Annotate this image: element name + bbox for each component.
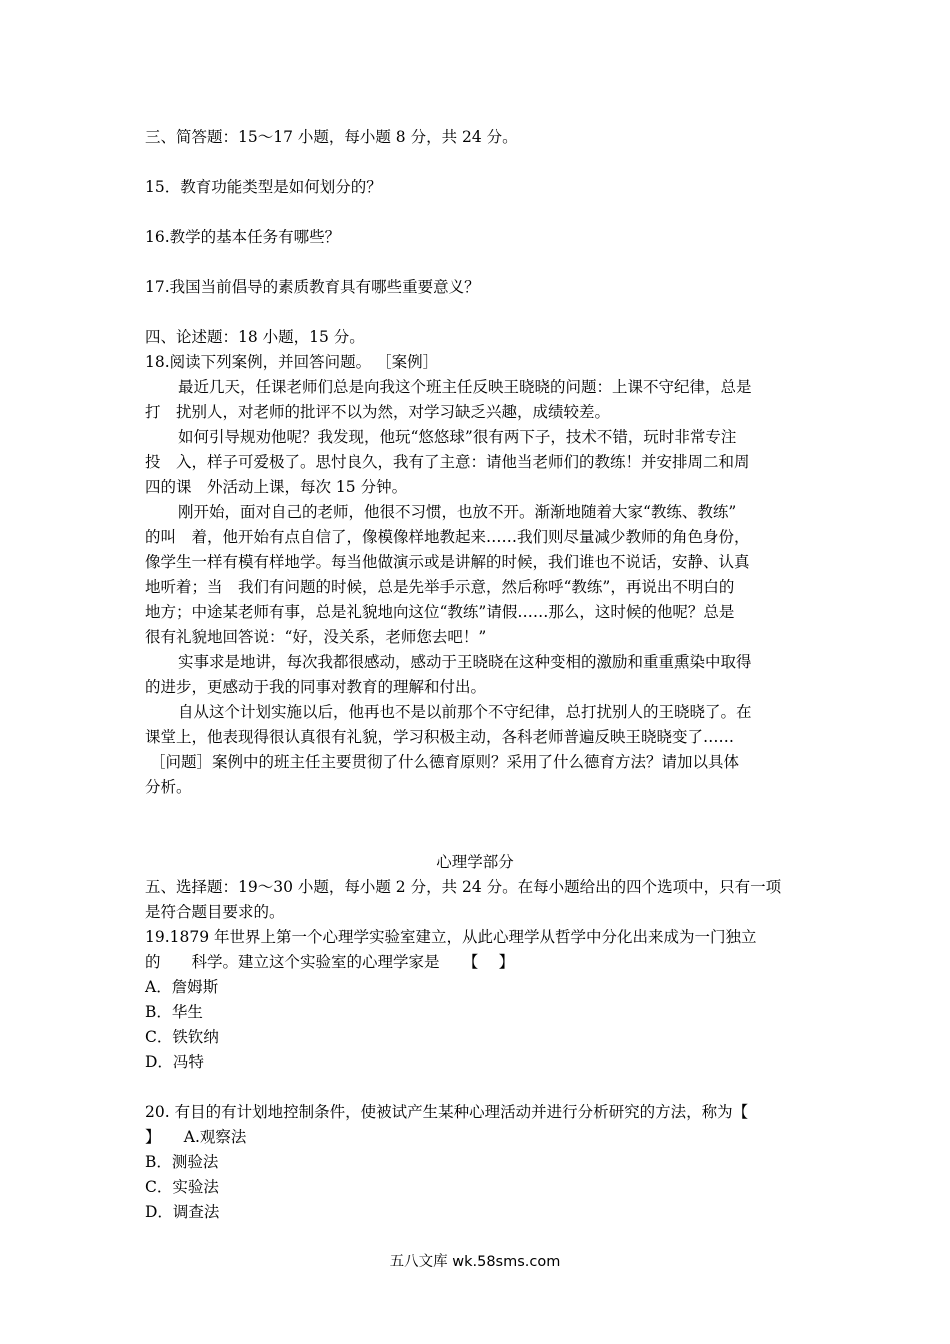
option-d: D．冯特 — [145, 1053, 204, 1071]
section5-heading: 五、选择题：19～30 小题，每小题 2 分，共 24 分。在每小题给出的四个选项中，只有一项 — [145, 878, 782, 896]
psychology-section-title: 心理学部分 — [436, 853, 514, 871]
question-20: 】 A.观察法 — [145, 1128, 247, 1146]
case-line: 自从这个计划实施以后，他再也不是以前那个不守纪律，总打扰别人的王晓晓了。在 — [178, 703, 752, 721]
case-line: 课堂上，他表现得很认真很有礼貌，学习积极主动，各科老师普遍反映王晓晓变了…… — [145, 728, 735, 746]
question-20: 20. 有目的有计划地控制条件，使被试产生某种心理活动并进行分析研究的方法，称为【 — [145, 1103, 749, 1121]
case-line: 实事求是地讲，每次我都很感动，感动于王晓晓在这种变相的激励和重重熏染中取得 — [178, 653, 752, 671]
question-16: 16.教学的基本任务有哪些？ — [145, 228, 341, 246]
footer-watermark: 五八文库 wk.58sms.com — [389, 1254, 561, 1270]
case-line: 地听着；当 我们有问题的时候，总是先举手示意，然后称呼“教练”，再说出不明白的 — [145, 578, 735, 596]
case-line: 四的课 外活动上课，每次 15 分钟。 — [145, 478, 408, 496]
case-line: 如何引导规劝他呢？我发现，他玩“悠悠球”很有两下子，技术不错，玩时非常专注 — [178, 428, 737, 446]
case-line: 最近几天，任课老师们总是向我这个班主任反映王晓晓的问题：上课不守纪律，总是 — [178, 378, 752, 396]
case-line: 投 入，样子可爱极了。思忖良久，我有了主意：请他当老师们的教练！并安排周二和周 — [145, 453, 750, 471]
question-18: 18.阅读下列案例，并回答问题。 ［案例］ — [145, 353, 439, 371]
option-c: C．实验法 — [145, 1178, 219, 1196]
question-18-prompt: ［问题］案例中的班主任主要贯彻了什么德育原则？采用了什么德育方法？请加以具体 — [150, 753, 740, 771]
case-line: 打 扰别人，对老师的批评不以为然，对学习缺乏兴趣，成绩较差。 — [145, 403, 611, 421]
case-line: 地方；中途某老师有事，总是礼貌地向这位“教练”请假……那么，这时候的他呢？总是 — [145, 603, 735, 621]
case-line: 很有礼貌地回答说：“好，没关系，老师您去吧！” — [145, 628, 487, 646]
section5-heading: 是符合题目要求的。 — [145, 903, 285, 921]
case-line: 刚开始，面对自己的老师，他很不习惯，也放不开。渐渐地随着大家“教练、教练” — [178, 503, 737, 521]
question-19: 19.1879 年世界上第一个心理学实验室建立，从此心理学从哲学中分化出来成为一门独立 — [145, 928, 757, 946]
case-line: 的叫 着，他开始有点自信了，像模像样地教起来……我们则尽量减少教师的角色身份， — [145, 528, 750, 546]
section3-heading: 三、简答题：15～17 小题，每小题 8 分，共 24 分。 — [145, 128, 518, 146]
option-c: C．铁钦纳 — [145, 1028, 219, 1046]
question-18-prompt: 分析。 — [145, 778, 192, 796]
option-a: A．詹姆斯 — [145, 978, 219, 996]
case-line: 的进步，更感动于我的同事对教育的理解和付出。 — [145, 678, 487, 696]
option-b: B．测验法 — [145, 1153, 219, 1171]
option-b: B．华生 — [145, 1003, 203, 1021]
question-15: 15．教育功能类型是如何划分的？ — [145, 178, 382, 196]
section4-heading: 四、论述题：18 小题，15 分。 — [145, 328, 365, 346]
question-19: 的 科学。建立这个实验室的心理学家是 【 】 — [145, 953, 515, 971]
question-17: 17.我国当前倡导的素质教育具有哪些重要意义？ — [145, 278, 480, 296]
case-line: 像学生一样有模有样地学。每当他做演示或是讲解的时候，我们谁也不说话，安静、认真 — [145, 553, 750, 571]
option-d: D．调查法 — [145, 1203, 220, 1221]
